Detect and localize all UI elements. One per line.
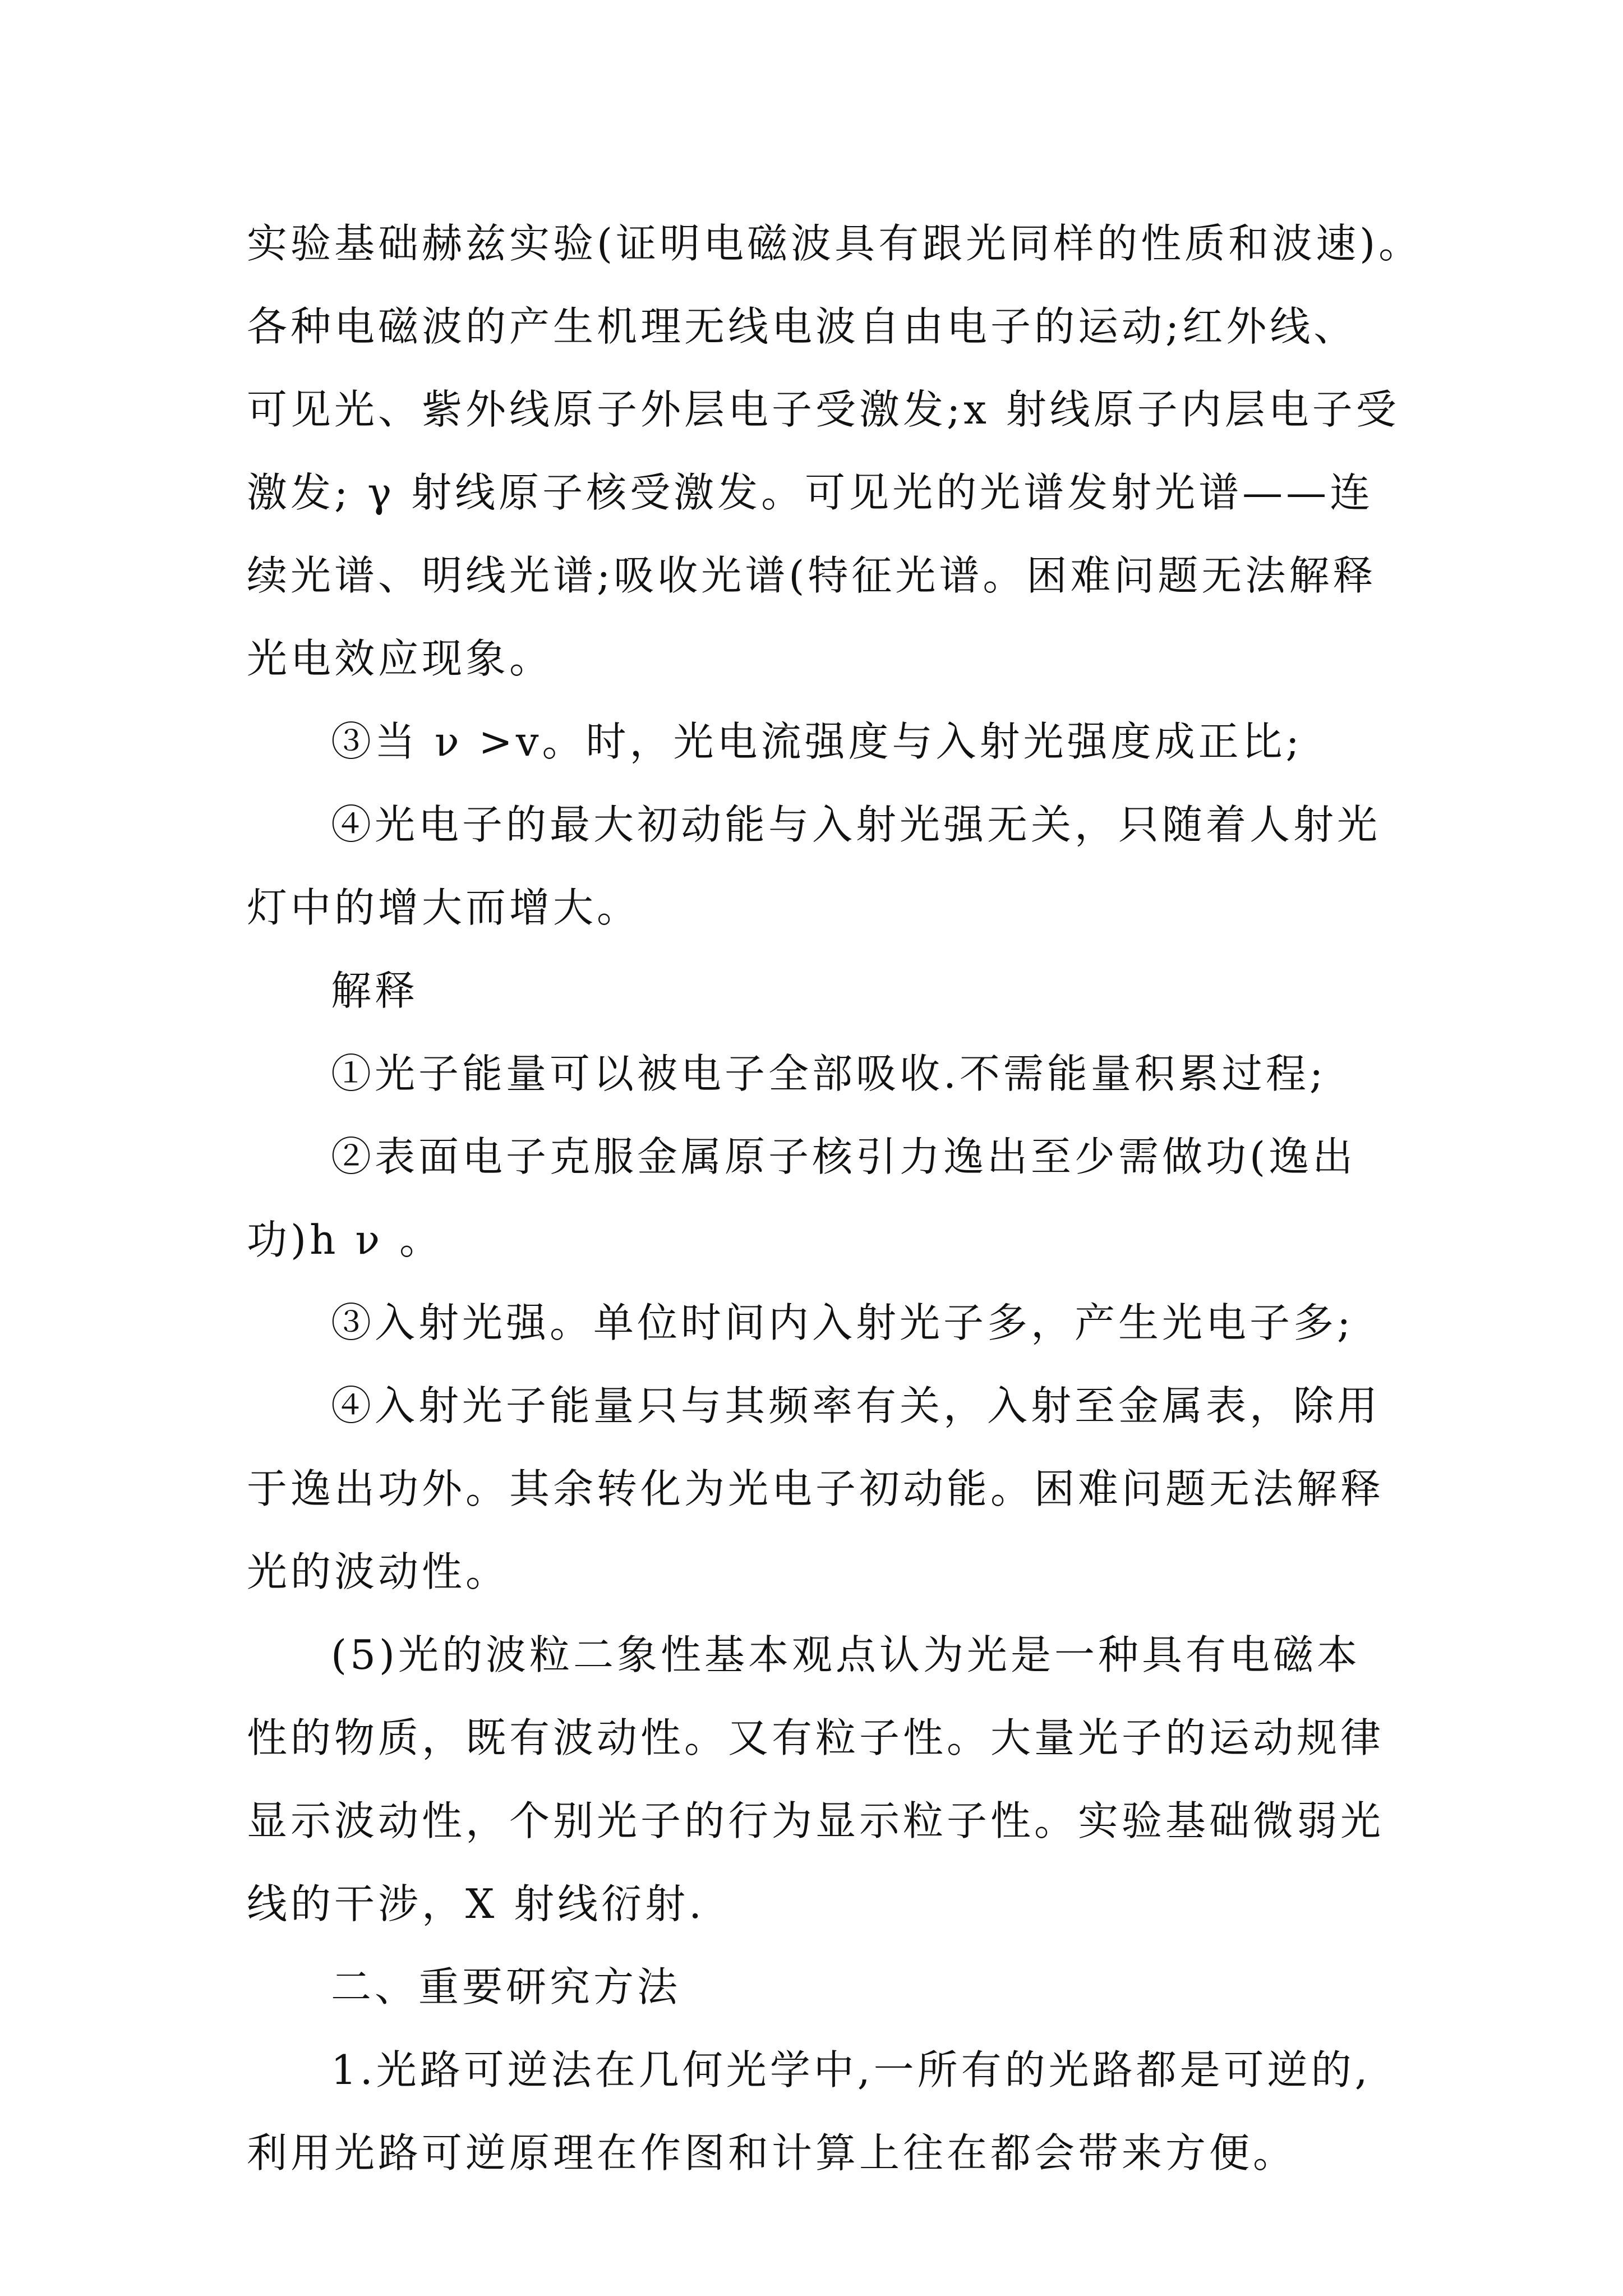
text-line: 1.光路可逆法在几何光学中,一所有的光路都是可逆的,: [331, 2046, 1371, 2093]
text-line: 灯中的增大而增大。: [247, 884, 641, 931]
text-line: ③入射光强。单位时间内入射光子多，产生光电子多;: [331, 1299, 1354, 1346]
text-line: 光的波动性。: [247, 1548, 510, 1595]
text-line: ②表面电子克服金属原子核引力逸出至少需做功(逸出: [331, 1133, 1357, 1180]
text-line: ④入射光子能量只与其频率有关，入射至金属表，除用: [331, 1382, 1381, 1429]
text-line: 实验基础赫兹实验(证明电磁波具有跟光同样的性质和波速)。: [247, 220, 1423, 267]
text-line: ④光电子的最大初动能与入射光强无关，只随着人射光: [331, 801, 1381, 848]
text-line: 激发; γ 射线原子核受激发。可见光的光谱发射光谱——连: [247, 469, 1374, 516]
text-line: 可见光、紫外线原子外层电子受激发;x 射线原子内层电子受: [247, 386, 1400, 433]
text-line: 显示波动性，个别光子的行为显示粒子性。实验基础微弱光: [247, 1797, 1385, 1844]
text-line: ①光子能量可以被电子全部吸收.不需能量积累过程;: [331, 1050, 1327, 1097]
text-line: 续光谱、明线光谱;吸收光谱(特征光谱。困难问题无法解释: [247, 552, 1377, 599]
text-line: 光电效应现象。: [247, 635, 554, 682]
body-text: [247, 202, 1423, 2194]
section-heading: 二、重要研究方法: [331, 1963, 681, 2010]
text-line: 线的干涉，X 射线衍射.: [247, 1880, 706, 1927]
text-line: 利用光路可逆原理在作图和计算上往在都会带来方便。: [247, 2129, 1297, 2177]
text-line: 功)h ν 。: [247, 1216, 444, 1263]
text-line: 各种电磁波的产生机理无线电波自由电子的运动;红外线、: [247, 303, 1358, 350]
text-line: ③当 ν >v。时，光电流强度与入射光强度成正比;: [331, 718, 1303, 765]
text-line: 性的物质，既有波动性。又有粒子性。大量光子的运动规律: [247, 1714, 1385, 1761]
text-line: (5)光的波粒二象性基本观点认为光是一种具有电磁本: [331, 1631, 1361, 1678]
text-line: 于逸出功外。其余转化为光电子初动能。困难问题无法解释: [247, 1465, 1385, 1512]
section-label: 解释: [331, 967, 419, 1014]
